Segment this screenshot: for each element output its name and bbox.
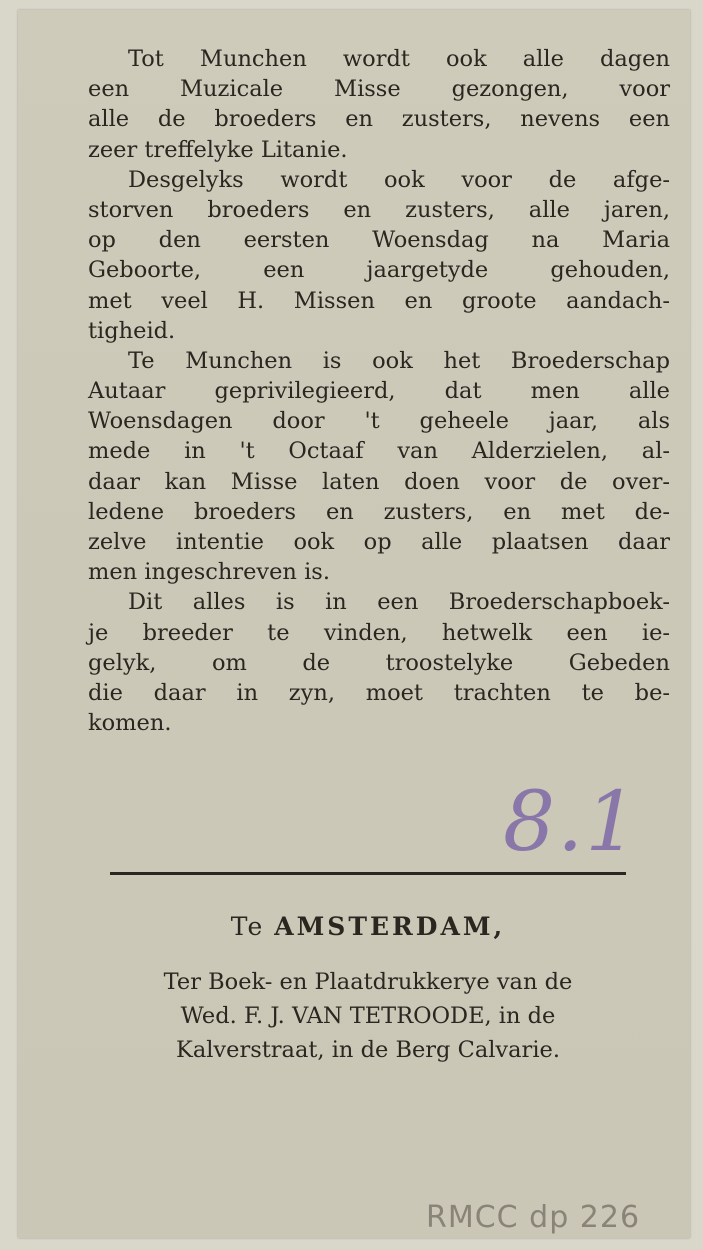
text-line: op den eersten Woensdag na Maria xyxy=(88,227,670,254)
paragraph xyxy=(88,346,670,588)
text-line: met veel H. Missen en groote aandach- xyxy=(88,287,670,314)
text-line: alle de broeders en zusters, nevens een xyxy=(88,106,670,133)
text-line: ledene broeders en zusters, en met de- xyxy=(88,498,670,525)
imprint-city xyxy=(58,912,678,941)
printer-line: Kalverstraat, in de Berg Calvarie. xyxy=(176,1037,560,1063)
text-line: Woensdagen door 't geheele jaar, als xyxy=(88,408,670,435)
text-line: men ingeschreven is. xyxy=(88,559,330,586)
text-line: storven broeders en zusters, alle jaren, xyxy=(88,196,670,223)
text-line: gelyk, om de troostelyke Gebeden xyxy=(88,649,670,676)
text-line: komen. xyxy=(88,710,172,737)
text-line: Tot Munchen wordt ook alle dagen xyxy=(128,46,670,72)
handwritten-number: 8.1 xyxy=(503,775,640,870)
body-text xyxy=(88,44,670,738)
text-line: zelve intentie ook op alle plaatsen daar xyxy=(88,529,670,555)
text-line: Te Munchen is ook het Broederschap xyxy=(128,347,670,374)
text-line: die daar in zyn, moet trachten te be- xyxy=(88,679,670,706)
city-prefix: Te xyxy=(230,912,265,941)
city-name: AMSTERDAM, xyxy=(274,912,506,941)
printer-line: Wed. F. J. VAN TETROODE, in de xyxy=(180,1003,556,1029)
paper-sheet xyxy=(18,10,690,1238)
paragraph xyxy=(88,165,670,346)
paragraph xyxy=(88,44,670,165)
text-line: mede in 't Octaaf van Alderzielen, al- xyxy=(88,438,670,465)
text-line: je breeder te vinden, hetwelk een ie- xyxy=(88,619,670,646)
paragraph xyxy=(88,587,670,738)
text-line: Dit alles is in een Broederschapboek- xyxy=(128,589,670,616)
text-line: een Muzicale Misse gezongen, voor xyxy=(88,76,670,103)
divider-rule xyxy=(110,872,626,875)
catalog-mark: RMCC dp 226 xyxy=(426,1200,641,1235)
text-line: zeer treffelyke Litanie. xyxy=(88,136,348,163)
imprint-printer xyxy=(58,965,678,1067)
text-line: Desgelyks wordt ook voor de afge- xyxy=(128,166,670,193)
text-line: Autaar geprivilegieerd, dat men alle xyxy=(88,378,670,405)
printer-line: Ter Boek- en Plaatdrukkerye van de xyxy=(163,969,573,995)
text-line: daar kan Misse laten doen voor de over- xyxy=(88,468,670,495)
text-line: Geboorte, een jaargetyde gehouden, xyxy=(88,257,670,284)
text-line: tigheid. xyxy=(88,317,176,344)
